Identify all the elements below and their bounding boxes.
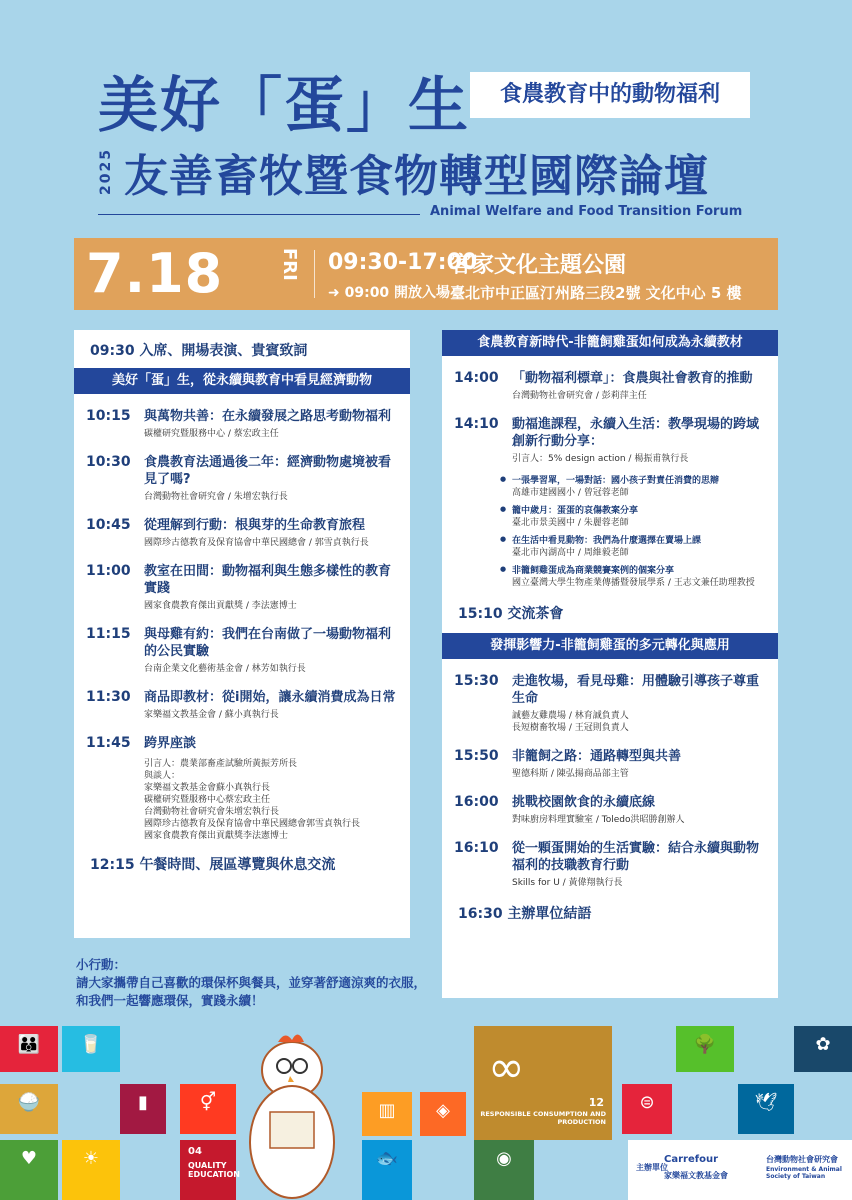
arrow-right-icon: ➜ — [328, 285, 345, 301]
flower-icon: ✿ — [815, 1034, 831, 1055]
agenda-item: 11:30 商品即教材：從i開始，讓永續消費成為日常 家樂福文教基金會 / 蘇小真執行長 — [86, 689, 396, 720]
sun-icon: ☀ — [82, 1148, 100, 1169]
growth-tile — [120, 1084, 166, 1134]
heartbeat-icon: ♥ — [20, 1148, 38, 1169]
agenda-item: 16:10 從一顆蛋開始的生活實驗：結合永續與動物福利的技職教育行動 Skills for U / 黃偉翔執行長 — [454, 840, 760, 888]
venue-address: 臺北市中正區汀州路三段2號 文化中心 5 樓 — [450, 284, 742, 302]
date-band — [74, 238, 778, 310]
dove-icon: 🕊 — [754, 1092, 778, 1113]
separator — [314, 250, 315, 298]
chicken-mascot — [240, 1030, 350, 1200]
agenda-item: 14:00 「動物福利標章」：食農與社會教育的推動 台灣動物社會研究會 / 彭莉萍主任 — [454, 370, 753, 401]
sdg12-tile: ∞ 12 RESPONSIBLE CONSUMPTION AND PRODUCTION — [474, 1026, 612, 1140]
gender-icon: ⚥ — [199, 1092, 217, 1113]
sub-item: ● 籠中歲月：蛋蛋的哀傷教案分享 臺北市景美國中 / 朱麗蓉老師 — [442, 505, 778, 529]
closing-row: 16:30 主辦單位結語 — [458, 906, 592, 922]
foundation-logo: 家樂福文教基金會 — [664, 1171, 728, 1180]
lunch-row: 12:15 午餐時間、展區導覽與休息交流 — [90, 857, 336, 873]
agenda-item: 15:30 走進牧場，看見母雞：用體驗引導孩子尊重生命 誠藝友雞農場 / 林育誠負責人 長短樹畜牧場 / 王冠則負責人 — [454, 673, 760, 733]
open-time: ➜ 09:00 開放入場 — [328, 285, 451, 301]
bowl-icon: 🍚 — [17, 1092, 41, 1113]
family-icon: 👪 — [17, 1034, 41, 1055]
gender-tile — [180, 1084, 236, 1134]
agenda-item: 14:10 動福進課程，永續入生活：教學現場的跨域創新行動分享： 引言人：5% design action / 楊振甫執行長 — [454, 416, 760, 464]
equal-icon: ⊜ — [639, 1092, 655, 1113]
agenda-item: 16:00 挑戰校園飲食的永續底線 對味廚房料理實驗室 / Toledo洪昭勝創辦人 — [454, 794, 685, 825]
energy-tile — [62, 1140, 120, 1200]
subtitle-box: 食農教育中的動物福利 — [470, 72, 750, 118]
agenda-item: 15:50 非籠飼之路：通路轉型與共善 聖德科斯 / 陳弘揚商品部主管 — [454, 748, 682, 779]
venue-name: 客家文化主題公園 — [450, 253, 627, 278]
ocean-tile — [362, 1140, 412, 1200]
family-tile — [0, 1026, 58, 1072]
building-icon: ▥ — [378, 1100, 396, 1121]
sub-item: ● 在生活中看見動物：我們為什麼選擇在賣場上課 臺北市內湖高中 / 周維毅老師 — [442, 535, 778, 559]
cubes-icon: ◈ — [436, 1100, 450, 1121]
section-title: 美好「蛋」生，從永續與教育中看見經濟動物 — [74, 368, 410, 394]
afternoon-schedule — [442, 330, 778, 998]
health-tile — [0, 1140, 58, 1200]
sponsor-logos — [628, 1140, 852, 1200]
panel-discussion: 11:45 跨界座談 引言人：農業部畜產試驗所黃振芳所長 與談人： 家樂福文教基金會蘇小真執行長 碳權研究暨服務中心蔡宏政主任 台灣動物社會研究會朱增宏執行長 國際珍古德教育及保育協會中華民國總會郭雪貞執行長 國家食農教育傑出貢獻獎李法憲博士 — [86, 735, 361, 841]
bar-chart-icon: ▮ — [138, 1092, 148, 1113]
event-day: FRI — [279, 248, 300, 281]
event-time: 09:30-17:00 — [328, 250, 478, 275]
climate-tile — [474, 1140, 534, 1200]
divider — [98, 214, 420, 215]
justice-tile — [622, 1084, 672, 1134]
society-logo-en: Environment & Animal Society of Taiwan — [766, 1166, 842, 1180]
agenda-item: 11:00 教室在田間：動物福利與生態多樣性的教育實踐 國家食農教育傑出貢獻獎 / 李法憲博士 — [86, 563, 392, 611]
sub-item: ● 非籠飼雞蛋成為商業競賽案例的個案分享 國立臺灣大學生物產業傳播暨發展學系 / 王志文兼任助理教授 — [442, 565, 778, 589]
agenda-item: 10:15 與萬物共善：在永續發展之路思考動物福利 碳權研究暨服務中心 / 蔡宏政主任 — [86, 408, 392, 439]
tree-icon: 🌳 — [693, 1034, 717, 1055]
partnership-tile — [794, 1026, 852, 1072]
carrefour-logo: Carrefour — [664, 1154, 719, 1165]
section-title: 發揮影響力-非籠飼雞蛋的多元轉化與應用 — [442, 633, 778, 659]
fish-icon: 🐟 — [375, 1148, 399, 1169]
morning-schedule — [74, 330, 410, 938]
agenda-item: 10:30 食農教育法通過後二年：經濟動物處境被看見了嗎? 台灣動物社會研究會 / 朱增宏執行長 — [86, 454, 392, 502]
tea-break: 15:10 交流茶會 — [458, 606, 564, 622]
sub-item: ● 一張學習單，一場對話：國小孩子對責任消費的思辯 高雄市建國國小 / 曾冠蓉老師 — [442, 475, 778, 499]
year-label: 2025 — [98, 148, 114, 195]
peace-tile — [738, 1084, 794, 1134]
agenda-item: 10:45 從理解到行動：根與芽的生命教育旅程 國際珍古德教育及保育協會中華民國總會 / 郭雪貞執行長 — [86, 517, 369, 548]
city-tile — [362, 1092, 412, 1136]
infinity-icon: ∞ — [488, 1042, 525, 1093]
society-logo: 台灣動物社會研究會 — [766, 1155, 838, 1164]
food-tile — [0, 1084, 58, 1134]
forum-title-en: Animal Welfare and Food Transition Forum — [430, 204, 743, 219]
action-note: 小行動： 請大家攜帶自己喜歡的環保杯與餐具，並穿著舒適涼爽的衣服，和我們一起響應環保，實踐永續！ — [76, 957, 427, 1008]
event-date: 7.18 — [86, 242, 224, 305]
water-tile — [62, 1026, 120, 1072]
forum-title: 友善畜牧暨食物轉型國際論壇 — [124, 151, 709, 202]
eye-icon: ◉ — [496, 1148, 512, 1169]
land-tile — [676, 1026, 734, 1072]
moa-logo: 主辦單位 — [636, 1163, 668, 1172]
agenda-item: 11:15 與母雞有約：我們在台南做了一場動物福利的公民實驗 台南企業文化藝術基金會 / 林芳如執行長 — [86, 626, 392, 674]
water-icon: 🥛 — [79, 1034, 103, 1055]
opening-row: 09:30 入席、開場表演、貴賓致詞 — [90, 343, 308, 359]
sdg4-tile: 04 QUALITY EDUCATION — [180, 1140, 236, 1200]
industry-tile — [420, 1092, 466, 1136]
section-title: 食農教育新時代-非籠飼雞蛋如何成為永續教材 — [442, 330, 778, 356]
poster-title: 美好「蛋」生 — [98, 71, 470, 141]
